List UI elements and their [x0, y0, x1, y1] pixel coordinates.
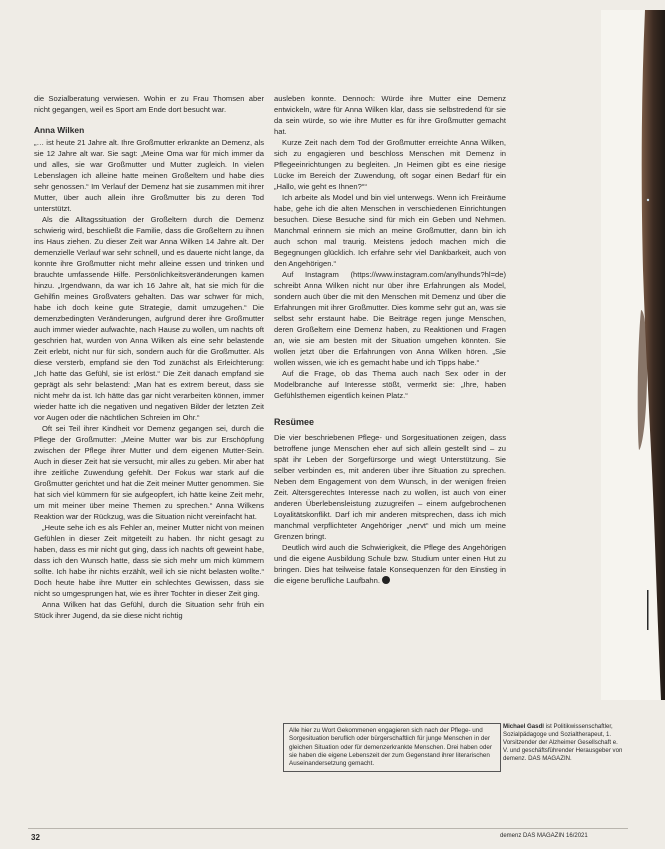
- paragraph: Anna Wilken hat das Gefühl, durch die Situation sehr früh ein Stück ihrer Jugend, da sie diese nicht richtig: [34, 600, 264, 620]
- author-bio: [503, 723, 623, 763]
- info-box: Alle hier zu Wort Gekommenen engagieren sich nach der Pflege- und Sorgesituation beruflich oder bürgerschaftlich für junge Menschen in der gleichen Situation oder für demenzerkrankte Menschen. Drei haben oder sie haben die eigene Lebenszeit der zum Gegenstand ihrer literarischen Auseinandersetzung gemacht.: [283, 723, 501, 772]
- text-column-right: [274, 93, 506, 586]
- paragraph: „… ist heute 21 Jahre alt. Ihre Großmutter erkrankte an Demenz, als sie 12 Jahre alt war. Sie sagt: „Meine Oma war für mich immer da und alles, sie war Großmutter und Mutter zugleich. In vielen Lebenslagen ich alleine hatte meinen Großeltern und habe dies sehr genossen.“ Im Verlauf der Demenz hat sie zusammen mit ihrer Mutter, über auch allein ihre Großmutter bis zu deren Tod unterstützt.: [34, 138, 264, 213]
- page-number: 32: [31, 833, 40, 842]
- section-heading-anna-wilken: Anna Wilken: [34, 125, 85, 135]
- footer-divider: [28, 828, 628, 829]
- portrait-photo-icon: [601, 10, 665, 700]
- paragraph: Als die Alltagssituation der Großeltern durch die Demenz schwierig wird, beschließt die Familie, dass die Großeltern zu ihnen ins Haus ziehen. Zu dieser Zeit war Anna Wilken 14 Jahre alt. Der demenzielle Verlauf war sehr schnell, und es dauerte nicht lange, da konnte ihre Großmutter nicht mehr alleine essen und trinken und brauchte umfassende Hilfe. Persönlichkeitsveränderungen kamen hinzu. „Irgendwann, da war ich 16 Jahre alt, hat sie mich für die Gehilfin meines Großvaters gehalten. Das war schwer für mich, habe ich doch keine gute Strategie, damit umzugehen.“ Die demenzbedingten Veränderungen, aufgrund derer ihre Großmutter auch immer wieder aufwachte, nach Hause zu wollen, um nachts oft geschrien hat, wurden von Anna Wilken als eine sehr belastende Zeit erlebt, nicht nur für sich, sondern auch für die Großmutter. Als diese versterb, empfand sie den Tod zunächst als Erleichterung: „Ich hatte das Gefühl, sie ist erlöst.“ Die Zeit danach empfand sie geprägt als sehr belastend: „Man hat es extrem bereut, dass sie nicht mehr da ist. Ich hätte das gar nicht verarbeiten können, immer wieder hatte ich die negativen und negativen Bilder der letzten Zeit vor Augen oder die nächtlichen Schreien im Ohr.“: [34, 215, 264, 422]
- paragraph: Die vier beschriebenen Pflege- und Sorgesituationen zeigen, dass betroffene junge Menschen eher auf sich allein gestellt sind – zu spät ihr Leben der Sorgefürsorge und wiegt Unterstützung. Sie selber verbinden es, mit anderen über ihre Situation zu sprechen. Neben dem Engagement von dem Wunsch, in der wenigen freien Zeit. Altersgerechtes Interesse nach zu wollen, ist auch von einer anderen Überlebensleistung zuzugreifen – einem aufgebrochenen Loyalitätskonflikt. Darf ich mir anderen mitsprechen, dass ich mich manchmal verpflichteter Angehöriger „nervt“ und mich um meine Grenzen bringt.: [274, 433, 506, 541]
- paragraph-text: Deutlich wird auch die Schwierigkeit, die Pflege des Angehörigen und die eigene Ausbildung Schule bzw. Studium unter einen Hut zu bringen. Dies hat teilweise fatale Konsequenzen für den Einstieg in die eigene berufliche Laufbahn.: [274, 543, 506, 585]
- text-column-left: [34, 93, 264, 621]
- section-heading-resumee: Resümee: [274, 417, 315, 427]
- paragraph: die Sozialberatung verwiesen. Wohin er zu Frau Thomsen aber nicht gegangen, weil es Sport am Ende dort besucht war.: [34, 94, 264, 114]
- photo-cutout: [601, 10, 665, 700]
- end-mark-icon: [382, 576, 390, 584]
- author-name: Michael Gasdl: [503, 723, 544, 730]
- paragraph: ausleben konnte. Dennoch: Würde ihre Mutter eine Demenz entwickeln, wäre für Anna Wilken klar, dass sie selbstredend für sie da sein würde, so wie ihre Mutter es für ihre Großmutter gemacht hat.: [274, 94, 506, 136]
- paragraph: Ich arbeite als Model und bin viel unterwegs. Wenn ich Freiräume habe, gehe ich die alten Menschen in verschiedenen Einrichtungen besuchen. Diese Besuche sind für mich ein Geben und Nehmen. Manchmal erinnern sie mich an meine Großmutter, dann bin ich auch schon mal traurig. Meistens jedoch machen mich die Begegnungen glücklich. Ich erfahre sehr viel Dankbarkeit, auch von den Angehörigen.“: [274, 193, 506, 268]
- paragraph: Auf die Frage, ob das Thema auch nach Sex oder in der Modelbranche auf Interesse stößt, vermerkt sie: „Ihre, haben Gefühlsthemen eigentlich keinen Platz.“: [274, 369, 506, 400]
- paragraph: Auf Instagram (https://www.instagram.com/anylhunds?hl=de) schreibt Anna Wilken nicht nur über ihre Erfahrungen als Model, sondern auch über die mit den Menschen mit Demenz und über die Erfahrungen mit ihrer Großmutter. Dies komme sehr gut an, was sie selbst sehr erstaunt habe. Die Beiträge regen junge Menschen, deren Großeltern eine Demenz haben, zu Reaktionen und Fragen an, wie sie am besten mit der Situation umgehen könnten. Sie wollen jetzt über die Erfahrungen von Anna Wilken hören. „Sie wollen wissen, wie ich es gemacht habe und ich Tipps habe.“: [274, 270, 506, 367]
- paragraph: „Heute sehe ich es als Fehler an, meiner Mutter nicht von meinen Gefühlen in dieser Zeit mitgeteilt zu haben. Ihr nicht gesagt zu haben, dass es mir nicht gut ging, dass ich nachts oft geweint habe, dass ich den Wunsch hatte, dass sie sich mehr um mich kümmern sollte. Ich habe ihr nichts erzählt, weil ich sie nicht belasten wollte.“ Doch heute habe ihre Mutter ein schlechtes Gewissen, dass sie nicht so umgesprungen hat, wie es ihrer Tochter in dieser Zeit ging.: [34, 523, 264, 598]
- paragraph: Kurze Zeit nach dem Tod der Großmutter erreichte Anna Wilken, sich zu engagieren und beschloss Menschen mit Demenz in Pflegeeinrichtungen zu begleiten. „In Heimen gibt es eine riesige Lücke im Bereich der Zuwendung, oft sogar einen Bedarf für ein „Hallo, wie geht es Ihnen?““: [274, 138, 506, 191]
- paragraph: Oft sei Teil ihrer Kindheit vor Demenz gegangen sei, durch die Pflege der Großmutter: „Meine Mutter war bis zur Erschöpfung zwischen der Pflege ihrer Mutter und dem eigenen Mutter-Sein. Auch in dieser Zeit hat sie versucht, mir alles zu geben. Mir aber hat ihre zeitliche Zuwendung gefehlt. Der Fokus war stark auf die Großmutter gerichtet und hat die Zeit meiner Mutter genommen. Sie hat sich viel kümmern für sie aufgeopfert, ich hätte keine Zeit mehr, um mit meiner über meine Themen zu sprechen.“ Anna Wilkens Reaktion war der Rückzug, was die Situation nicht vereinfacht hat.: [34, 424, 264, 521]
- paragraph-final: [274, 542, 506, 586]
- author-description: ist Politikwissenschaftler, Sozialpädagoge und Sozialtherapeut, 1. Vorsitzender der Alzheimer Gesellschaft e. V. und geschäftsführender Herausgeber von demenz. DAS MAGAZIN.: [503, 723, 623, 762]
- magazine-footer: demenz DAS MAGAZIN 16/2021: [500, 833, 588, 839]
